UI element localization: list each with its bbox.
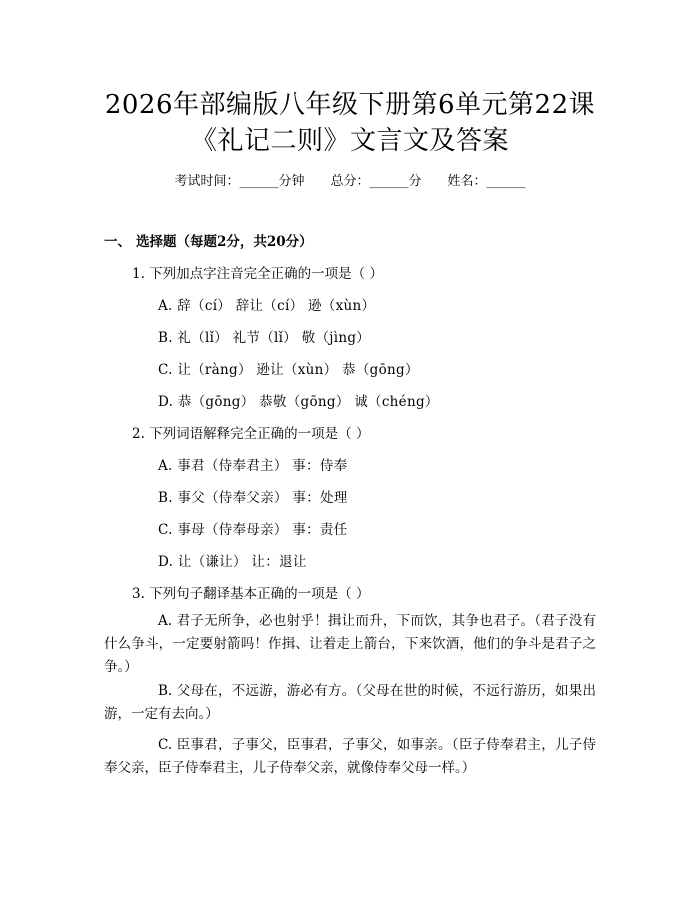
section-heading — [104, 230, 313, 250]
question-1-option-c: C. 让（ràng） 逊让（xùn） 恭（gōng） — [158, 362, 419, 378]
exam-time-field: 考试时间：______分钟 — [174, 174, 305, 189]
question-1-stem: 1. 下列加点字注音完全正确的一项是（ ） — [132, 266, 383, 282]
question-3-option-a: A. 君子无所争，必也射乎！揖让而升，下而饮，其争也君子。（君子没有什么争斗，一定要射箭吗！作揖、让着走上箭台，下来饮酒，他们的争斗是君子之争。） — [104, 613, 596, 675]
question-3-option-b: B. 父母在，不远游，游必有方。（父母在世的时候，不远行游历，如果出游，一定有去向。） — [104, 683, 596, 722]
section-title: 选择题（每题2分，共20分） — [136, 234, 313, 250]
question-2-option-a: A. 事君（侍奉君主） 事：侍奉 — [158, 458, 348, 474]
question-3-stem: 3. 下列句子翻译基本正确的一项是（ ） — [132, 586, 370, 602]
student-name-field: 姓名：______ — [447, 174, 526, 189]
document-title-line-2: 《礼记二则》文言文及答案 — [190, 126, 509, 156]
question-1-option-a: A. 辞（cí） 辞让（cí） 逊（xùn） — [158, 298, 376, 314]
question-2-stem: 2. 下列词语解释完全正确的一项是（ ） — [132, 426, 370, 442]
question-1-option-b: B. 礼（lǐ） 礼节（lǐ） 敬（jìng） — [158, 330, 371, 346]
question-2-option-c: C. 事母（侍奉母亲） 事：责任 — [158, 522, 348, 538]
exam-meta — [0, 170, 700, 189]
section-number: 一、 — [104, 234, 131, 250]
document-title-line-1: 2026年部编版八年级下册第6单元第22课 — [104, 90, 596, 120]
question-3-option-c: C. 臣事君，子事父，臣事君，子事父，如事亲。（臣子侍奉君主，儿子侍奉父亲，臣子侍奉君主，儿子侍奉父亲，就像侍奉父母一样。） — [104, 737, 596, 776]
question-2-option-d: D. 让（谦让） 让：退让 — [158, 554, 307, 570]
question-2-option-b: B. 事父（侍奉父亲） 事：处理 — [158, 490, 348, 506]
question-1-option-d: D. 恭（gōng） 恭敬（gōng） 诚（chéng） — [158, 394, 439, 410]
total-score-field: 总分：______分 — [330, 174, 422, 189]
